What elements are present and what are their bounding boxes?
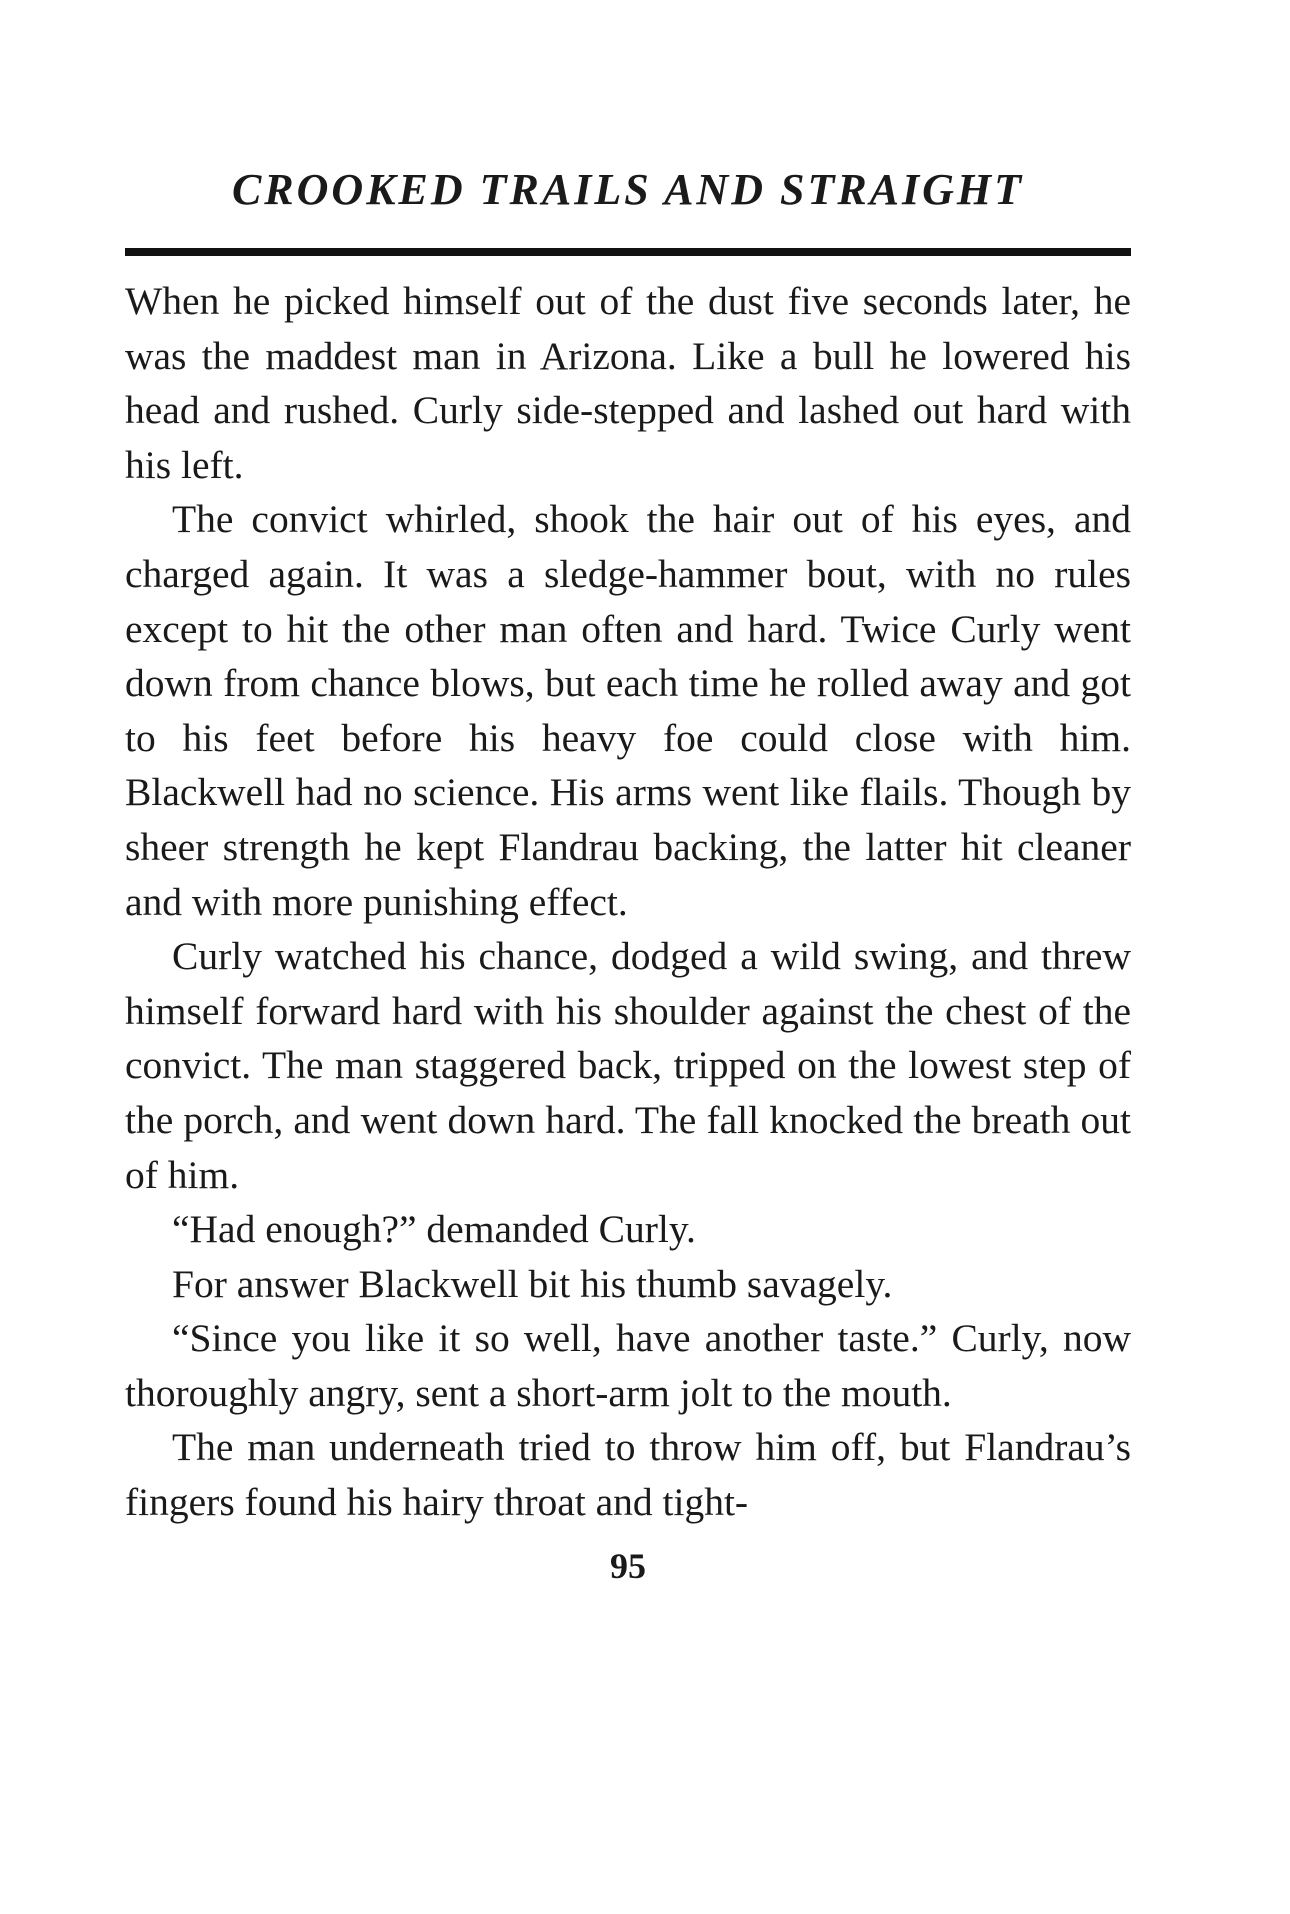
- paragraph: For answer Blackwell bit his thumb savagely.: [172, 1261, 893, 1306]
- paragraph: “Since you like it so well, have another taste.” Curly, now thoroughly angry, sent a short-arm jolt to the mouth.: [125, 1316, 1131, 1415]
- paragraph: “Had enough?” demanded Curly.: [172, 1207, 696, 1252]
- book-page: [125, 150, 1131, 1588]
- page-number: 95: [610, 1545, 646, 1586]
- paragraph: The man underneath tried to throw him off, but Flandrau’s fingers found his hairy throat and tight-: [125, 1425, 1131, 1525]
- paragraph: When he picked himself out of the dust five seconds later, he was the maddest man in Arizona. Like a bull he lowered his head and rushed. Curly side-stepped and lashed out hard with his left.: [125, 279, 1131, 487]
- paragraph: The convict whirled, shook the hair out of his eyes, and charged again. It was a sledge-hammer bout, with no rules except to hit the other man often and hard. Twice Curly went down from chance blows, but each time he rolled away and got to his feet before his heavy foe could close with him. Blackwell had no science. His arms went like flails. Though by sheer strength he kept Flandrau backing, the latter hit cleaner and with more punishing effect.: [125, 497, 1131, 924]
- body-text: [125, 274, 1131, 1530]
- paragraph: Curly watched his chance, dodged a wild swing, and threw himself forward hard with his shoulder against the chest of the convict. The man staggered back, tripped on the lowest step of the porch, and went down hard. The fall knocked the breath out of him.: [125, 934, 1131, 1197]
- header-rule: [125, 248, 1131, 256]
- running-head: CROOKED TRAILS AND STRAIGHT: [231, 165, 1025, 214]
